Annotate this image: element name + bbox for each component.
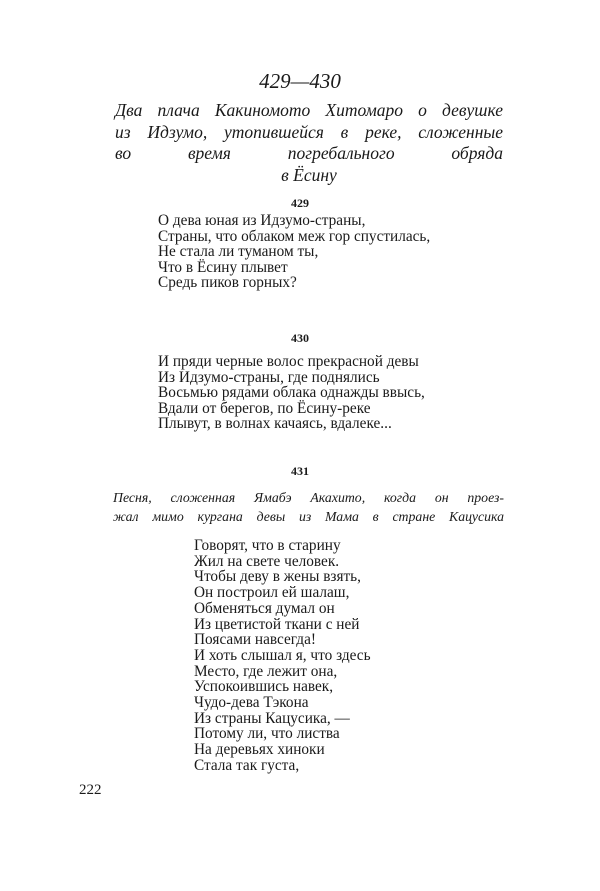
poem-431-heading xyxy=(113,488,504,526)
section-heading xyxy=(115,100,503,186)
verse-line: Чудо-дева Тэкона xyxy=(194,694,309,712)
verse-line: Место, где лежит она, xyxy=(194,662,338,680)
verse-line: Говорят, что в старину xyxy=(194,537,341,554)
verse-line: Поясами навсегда! xyxy=(194,631,316,649)
verse-line: Потому ли, что листва xyxy=(194,725,340,743)
poem-430-verse xyxy=(158,354,425,432)
heading-line: из Идзумо, утопившейся в реке, сложенные xyxy=(115,121,503,142)
verse-line: Стала так густа, xyxy=(194,756,300,774)
poem-number-430: 430 xyxy=(291,331,309,345)
verse-line: Чтобы деву в жены взять, xyxy=(194,568,361,586)
verse-line: Страны, что облаком меж гор спустилась, xyxy=(158,227,431,245)
verse-line: Успокоившись навек, xyxy=(194,678,334,696)
verse-line: Он построил ей шалаш, xyxy=(194,584,350,602)
heading-line: во время погребального обряда xyxy=(115,143,503,163)
heading-line: Песня, сложенная Ямабэ Акахито, когда он проез- xyxy=(113,490,504,505)
verse-line: На деревьях хиноки xyxy=(194,741,325,759)
verse-line: Из цветистой ткани с ней xyxy=(194,615,360,633)
verse-line: Восьмью рядами облака однажды ввысь, xyxy=(158,384,425,401)
verse-line: Жил на свете человек. xyxy=(194,552,340,570)
verse-line: И хоть слышал я, что здесь xyxy=(194,646,371,664)
verse-line: Плывут, в волнах качаясь, вдалеке... xyxy=(158,415,392,432)
section-title: 429—430 xyxy=(259,69,341,93)
verse-line: И пряди черные волос прекрасной девы xyxy=(158,353,419,370)
page-number: 222 xyxy=(79,782,102,798)
verse-line: Что в Ёсину плывет xyxy=(158,258,288,276)
poem-number-429: 429 xyxy=(291,196,309,210)
heading-line: Два плача Какиномото Хитомаро о девушке xyxy=(115,100,503,120)
verse-line: Не стала ли туманом ты, xyxy=(158,243,319,260)
verse-line: Из Идзумо-страны, где поднялись xyxy=(158,368,380,386)
poem-431-verse xyxy=(194,538,371,774)
verse-line: Средь пиков горных? xyxy=(158,274,297,291)
heading-line: жал мимо кургана девы из Мама в стране Кацусика xyxy=(113,509,504,524)
poem-429-verse xyxy=(158,213,430,291)
heading-line: в Ёсину xyxy=(281,164,337,185)
verse-line: Обменяться думал он xyxy=(194,599,335,617)
verse-line: Вдали от берегов, по Ёсину-реке xyxy=(158,399,371,417)
verse-line: Из страны Кацусика, — xyxy=(194,709,350,727)
verse-line: О дева юная из Идзумо-страны, xyxy=(158,212,366,229)
poem-number-431: 431 xyxy=(291,464,309,478)
